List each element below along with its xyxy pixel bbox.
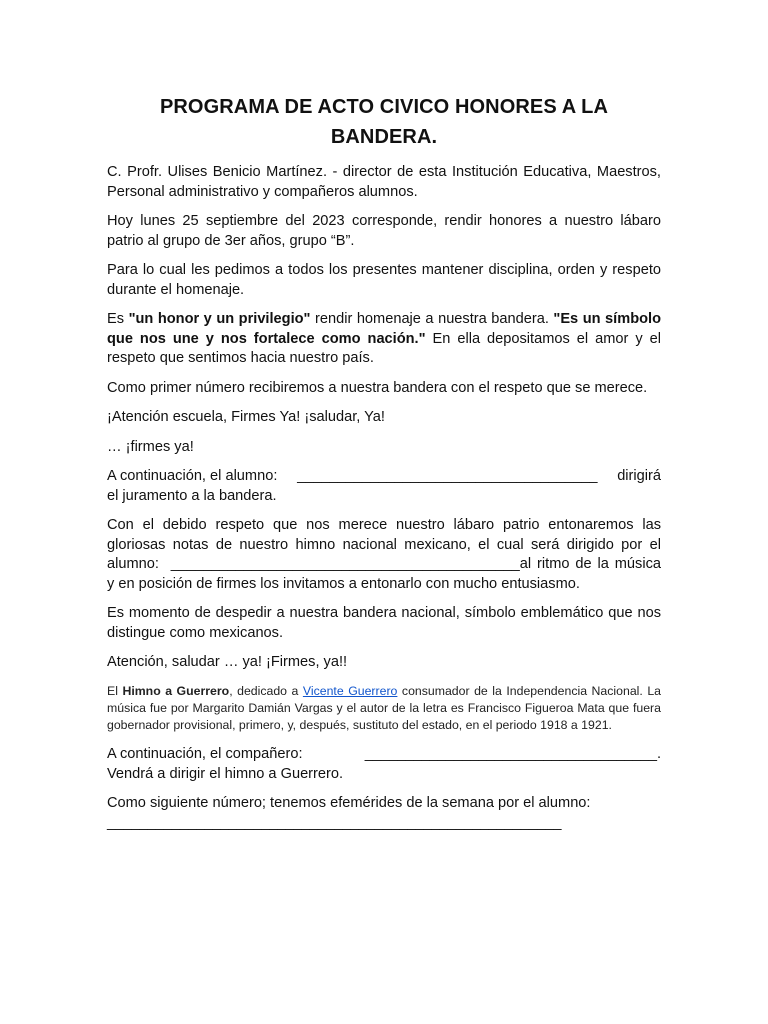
paragraph-himno-guerrero (107, 683, 661, 735)
oath-label: A continuación, el alumno: (107, 468, 278, 484)
paragraph-discipline: Para lo cual les pedimos a todos los presentes mantener disciplina, orden y respeto durante el homenaje. (107, 262, 661, 298)
document-page (107, 92, 661, 833)
oath-line-1 (107, 467, 661, 487)
paragraph-firmes: … ¡firmes ya! (107, 438, 194, 455)
honor-quote-1: "un honor y un privilegio" (128, 311, 311, 327)
himno-text-a: El (107, 683, 123, 698)
oath-line-2: el juramento a la bandera. (107, 487, 277, 504)
oath-student-blank: _____________________________________ (297, 468, 598, 484)
himno-title: Himno a Guerrero (122, 683, 230, 698)
guerrero-label: A continuación, el compañero: (107, 746, 303, 763)
paragraph-honor (107, 310, 661, 369)
paragraph-guerrero-director (107, 745, 661, 784)
anthem-text-a: Con el debido respeto que nos merece nuestro lábaro patrio entonaremos las gloriosas notas de nuestro himno nacional mexicano, el cual será dirigido por el alumno: (107, 517, 661, 572)
honor-text-c: rendir homenaje a nuestra bandera. (310, 311, 554, 327)
oath-verb: dirigirá (617, 468, 661, 484)
paragraph-date: Hoy lunes 25 septiembre del 2023 corresponde, rendir honores a nuestro lábaro patrio al grupo de 3er años, grupo “B”. (107, 213, 661, 249)
efemerides-label-wrap (107, 794, 661, 814)
document-title: PROGRAMA DE ACTO CIVICO HONORES A LA BANDERA. (159, 96, 609, 148)
paragraph-anthem (107, 516, 661, 594)
honor-quote-2: "Es un símbolo que nos une y nos fortalece como nación." (107, 311, 661, 347)
honor-text-a: Es (107, 311, 129, 327)
paragraph-efemerides (107, 794, 661, 833)
anthem-student-blank: ___________________________________________ (170, 556, 520, 572)
efemerides-label: Como siguiente número; tenemos efemérides de la semana por el alumno: (107, 795, 591, 812)
guerrero-line-2: Vendrá a dirigir el himno a Guerrero. (107, 765, 344, 782)
paragraph-attention: ¡Atención escuela, Firmes Ya! ¡saludar, Ya! (107, 409, 385, 425)
paragraph-farewell: Es momento de despedir a nuestra bandera nacional, símbolo emblemático que nos distingue como mexicanos. (107, 605, 661, 641)
anthem-text-b: al ritmo de la música y en posición de firmes los invitamos a entonarlo con mucho entusiasmo. (107, 556, 662, 592)
himno-text-c: , dedicado a (229, 683, 303, 698)
efemerides-student-blank: ________________________________________________________ (107, 814, 562, 831)
guerrero-student-blank: ____________________________________. (364, 746, 661, 763)
paragraph-greeting: C. Profr. Ulises Benicio Martínez. - director de esta Institución Educativa, Maestros, Personal administrativo y compañeros alumnos. (107, 164, 661, 200)
himno-text-d: consumador de la Independencia Nacional. La música fue por Margarito Damián Vargas y el autor de la letra es Francisco Figueroa Mata que fuera gobernador provisional, primero, y, después, sustituto del estado, en el periodo 1918 a 1921. (107, 683, 662, 733)
honor-text-e: En ella depositamos el amor y el respeto que sentimos hacia nuestro país. (107, 330, 661, 366)
paragraph-salute: Atención, saludar … ya! ¡Firmes, ya!! (107, 654, 348, 670)
vicente-guerrero-link[interactable]: Vicente Guerrero (302, 683, 398, 698)
guerrero-line-1 (107, 745, 661, 765)
efemerides-line-1 (107, 794, 661, 814)
paragraph-first-number: Como primer número recibiremos a nuestra bandera con el respeto que se merece. (107, 379, 648, 396)
paragraph-oath (107, 467, 661, 506)
